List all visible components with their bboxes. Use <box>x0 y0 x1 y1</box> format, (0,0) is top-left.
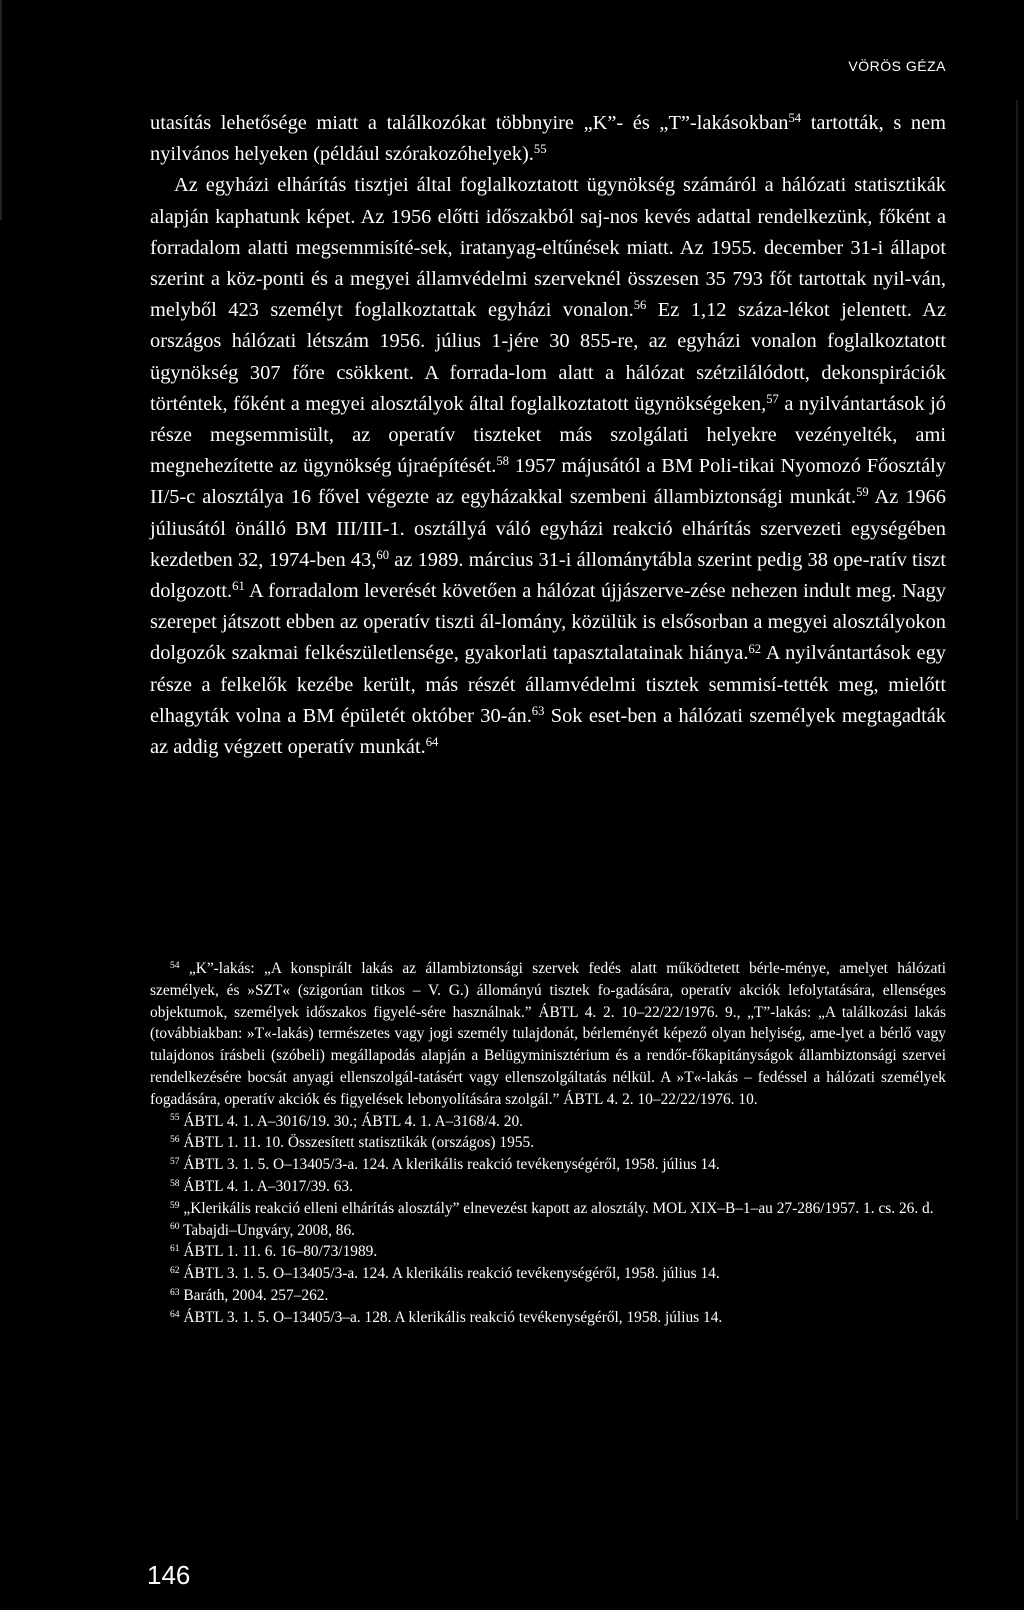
footnote-ref[interactable]: 59 <box>856 485 869 500</box>
paragraph-text: 1957 májusától a BM Poli-tikai Nyomozó Főosztály II/5-c alosztálya 16 fővel végezte az egyházakkal szembeni állambiztonsági munkát. <box>150 455 947 509</box>
paragraph-text: A forradalom leverését követően a hálózat újjászerve-zése nehezen indult meg. Nagy szerepet játszott ebben az operatív tiszti ál-lomány, közülük is elsősorban a megyei alosztályokon dolgozók szakmai felkészületlensége, gyakorlati tapasztalatainak hiánya. <box>150 580 946 665</box>
footnote-text: „Klerikális reakció elleni elhárítás alosztály” elnevezést kapott az alosztály. MOL XIX–B–1–au 27-286/1957. 1. cs. 26. d. <box>183 1199 934 1217</box>
footnote-ref[interactable]: 63 <box>531 703 545 718</box>
footnote-number: 64 <box>170 1308 180 1320</box>
footnote-number: 61 <box>170 1243 180 1255</box>
footnote-text: Baráth, 2004. 257–262. <box>183 1286 329 1304</box>
paragraph-text: Az 1966 júliusától önálló BM III/III-1. osztállyá váló egyházi reakció elhárítás szervezeti egységében kezdetben 32, 1974-ben 43, <box>150 486 946 571</box>
footnote-text: ÁBTL 1. 11. 10. Összesített statisztikák (országos) 1955. <box>183 1134 535 1152</box>
footnote-text: ÁBTL 1. 11. 6. 16–80/73/1989. <box>183 1243 378 1261</box>
footnote-ref[interactable]: 55 <box>533 142 547 157</box>
running-head: VÖRÖS GÉZA <box>848 58 946 74</box>
footnote-text: Tabajdi–Ungváry, 2008, 86. <box>183 1221 355 1239</box>
footnote-number: 59 <box>170 1199 180 1211</box>
footnote-ref[interactable]: 54 <box>788 111 802 126</box>
footnote-ref[interactable]: 64 <box>425 735 439 750</box>
footnotes <box>150 958 946 1329</box>
footnote-text: „K”-lakás: „A konspirált lakás az állambiztonsági szervek fedés alatt működtetett bérle-ménye, amelyet hálózati személyek, és »SZT« (szigorúan titkos – V. G.) állományú tisztek fo-gadására, operatív akciók lefolytatására, ellenséges objektumok, személyek időszakos figyelé-sére használnak.” ÁBTL 4. 2. 10–22/22/1976. 9., „T”-lakás: „A találkozási lakás (továbbiakban: »T«-lakás) természetes vagy jogi személy tulajdonát, bérleményét képező olyan helyiség, ame-lyet a bérlő vagy tulajdonos írásbeli (szóbeli) megállapodás alapján a Belügyminisztérium és a rendőr-főkapitányságok állambiztonsági szervei rendelkezésére bocsát anyagi ellenszolgál-tatásért vagy ellenszolgáltatás nélkül. A »T«-lakás – fedéssel a hálózati személyek fogadására, operatív akciók és figyelések lebonyolítására szolgál.” ÁBTL 4. 2. 10–22/22/1976. 10. <box>150 960 946 1108</box>
footnote-ref[interactable]: 57 <box>766 391 779 406</box>
footnote-number: 55 <box>170 1112 180 1124</box>
footnote-text: ÁBTL 3. 1. 5. O–13405/3-a. 124. A klerikális reakció tevékenységéről, 1958. július 14. <box>183 1156 720 1174</box>
footnote <box>150 958 946 1111</box>
scan-edge-right <box>1016 100 1018 1520</box>
footnote <box>150 1198 946 1220</box>
main-text <box>150 108 946 763</box>
footnote <box>150 1307 946 1329</box>
footnote-number: 62 <box>170 1264 180 1276</box>
paragraph-text: tartották, s nem nyilvános helyeken (például szórakozóhelyek). <box>150 112 947 166</box>
footnote <box>150 1176 946 1198</box>
footnote-number: 57 <box>170 1155 180 1167</box>
footnote <box>150 1220 946 1242</box>
footnote <box>150 1241 946 1263</box>
footnote-number: 63 <box>170 1286 180 1298</box>
footnote-number: 56 <box>170 1134 180 1146</box>
footnote <box>150 1154 946 1176</box>
footnote-number: 58 <box>170 1177 180 1189</box>
footnote-text: ÁBTL 4. 1. A–3017/39. 63. <box>183 1177 353 1195</box>
paragraph-2 <box>150 170 946 763</box>
footnote-text: ÁBTL 3. 1. 5. O–13405/3-a. 124. A klerikális reakció tevékenységéről, 1958. július 14. <box>183 1265 720 1283</box>
footnote <box>150 1111 946 1133</box>
footnote-ref[interactable]: 61 <box>232 579 245 594</box>
paragraph-text: a nyilvántartások jó része megsemmisült, az operatív tiszteket más szolgálati helyekre vezényelték, ami megnehezítette az ügynökség újraépítését. <box>150 392 946 478</box>
footnote-number: 54 <box>170 959 180 971</box>
paragraph-1 <box>150 108 946 170</box>
paragraph-text: az 1989. március 31-i állománytábla szerint pedig 38 ope-ratív tiszt dolgozott. <box>150 548 946 603</box>
footnote-ref[interactable]: 60 <box>376 547 390 562</box>
paragraph-text: Sok eset-ben a hálózati személyek megtagadták az addig végzett operatív munkát. <box>150 704 946 759</box>
footnote <box>150 1263 946 1285</box>
paragraph-text: A nyilvántartások egy része a felkelők kezébe került, más részét államvédelmi tisztek semmisí-tették meg, mielőtt elhagyták volna a BM épületét október 30-án. <box>150 642 946 727</box>
paragraph-text: utasítás lehetősége miatt a találkozókat többnyire „K”- és „T”-lakásokban <box>150 112 789 134</box>
footnote-ref[interactable]: 56 <box>633 298 647 313</box>
footnote <box>150 1132 946 1154</box>
paragraph-text: Ez 1,12 száza-lékot jelentett. Az országos hálózati létszám 1956. július 1-jére 30 855-re, az egyházi vonalon foglalkoztatott ügynökség 307 főre csökkent. A forrada-lom alatt a hálózat szétzilálódott, dekonspirációk történtek, főként a megyei alosztályok által foglalkoztatott ügynökségeken, <box>150 299 946 415</box>
footnote <box>150 1285 946 1307</box>
footnote-ref[interactable]: 62 <box>748 641 762 656</box>
paragraph-text: Az egyházi elhárítás tisztjei által foglalkoztatott ügynökség számáról a hálózati statisztikák alapján kaphatunk képet. Az 1956 előtti időszakból saj-nos kevés adattal rendelkezünk, főként a forradalom alatti megsemmisíté-sek, iratanyag-eltűnések miatt. Az 1955. december 31-i állapot szerint a köz-ponti és a megyei államvédelmi szerveknél összesen 35 793 főt tartottak nyil-ván, melyből 423 személyt foglalkoztattak egyházi vonalon. <box>150 174 946 322</box>
scan-edge-left <box>0 0 2 220</box>
footnote-number: 60 <box>170 1221 180 1233</box>
footnote-text: ÁBTL 3. 1. 5. O–13405/3–a. 128. A klerikális reakció tevékenységéről, 1958. július 14. <box>183 1308 723 1326</box>
footnote-text: ÁBTL 4. 1. A–3016/19. 30.; ÁBTL 4. 1. A–3168/4. 20. <box>183 1112 523 1130</box>
page-number: 146 <box>147 1560 191 1590</box>
footnote-ref[interactable]: 58 <box>496 454 509 469</box>
